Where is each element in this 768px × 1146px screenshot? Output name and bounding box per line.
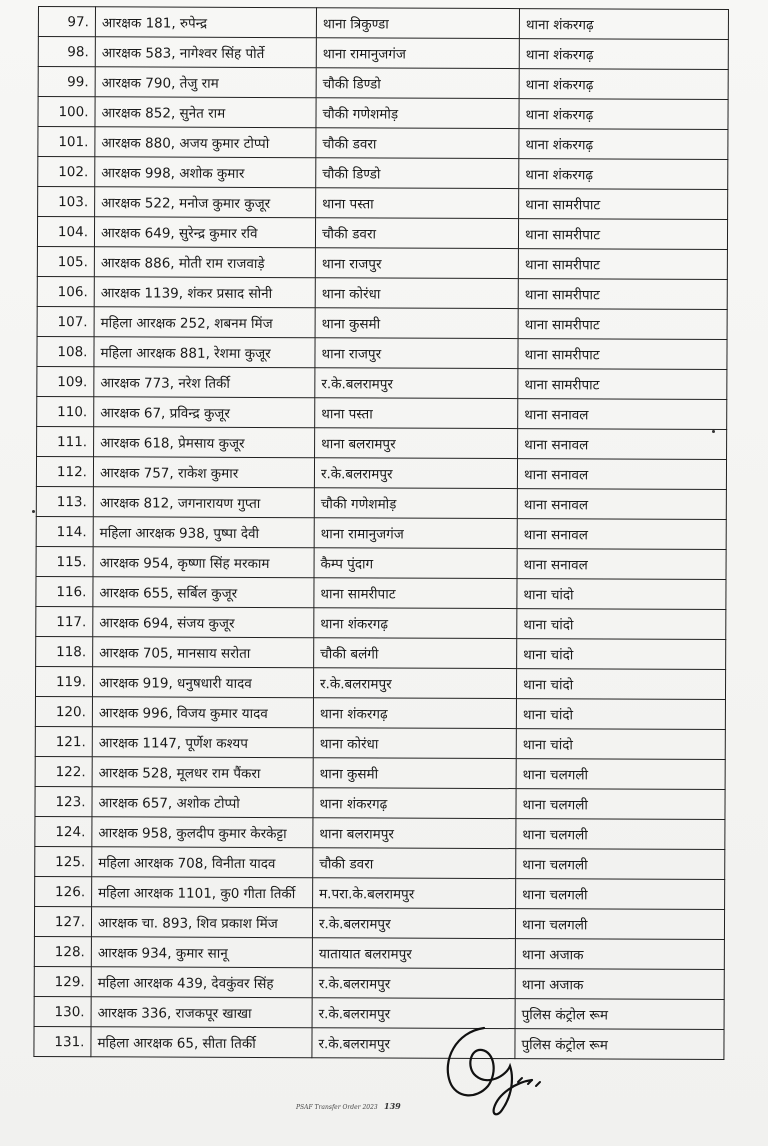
employee-name-cell: महिला आरक्षक 881, रेशमा कुजूर	[94, 337, 315, 368]
current-posting-cell: थाना बलरामपुर	[315, 428, 518, 459]
employee-name-cell: आरक्षक 996, विजय कुमार यादव	[92, 697, 313, 728]
serial-number-cell: 110.	[37, 396, 94, 426]
employee-name-cell: आरक्षक 657, अशोक टोप्पो	[92, 787, 313, 818]
serial-number-cell: 109.	[37, 366, 94, 396]
new-posting-cell: थाना चलगली	[516, 789, 725, 820]
new-posting-cell: पुलिस कंट्रोल रूम	[515, 1029, 724, 1060]
new-posting-cell: थाना शंकरगढ़	[519, 9, 728, 40]
employee-name-cell: आरक्षक 812, जगनारायण गुप्ता	[93, 487, 314, 518]
employee-name-cell: आरक्षक 934, कुमार सानू	[91, 937, 312, 968]
current-posting-cell: थाना कोरंधा	[315, 278, 518, 309]
employee-name-cell: आरक्षक 954, कृष्णा सिंह मरकाम	[93, 547, 314, 578]
serial-number-cell: 122.	[35, 756, 92, 786]
signature-mark	[436, 1020, 556, 1120]
employee-name-cell: आरक्षक 998, अशोक कुमार	[95, 157, 316, 188]
current-posting-cell: चौकी डिण्डो	[316, 158, 519, 189]
table-row	[35, 876, 725, 909]
serial-number-cell: 113.	[36, 486, 93, 516]
page-number: 139	[384, 1101, 401, 1111]
current-posting-cell: थाना शंकरगढ़	[313, 698, 516, 729]
current-posting-cell: चौकी डवरा	[316, 128, 519, 159]
table-row	[34, 906, 724, 939]
new-posting-cell: थाना सामरीपाट	[518, 219, 727, 250]
serial-number-cell: 98.	[38, 37, 95, 67]
employee-name-cell: आरक्षक 958, कुलदीप कुमार केरकेट्टा	[92, 817, 313, 848]
table-row	[34, 996, 724, 1029]
table-row	[36, 486, 726, 519]
employee-name-cell: आरक्षक 886, मोती राम राजवाड़े	[94, 247, 315, 278]
serial-number-cell: 102.	[38, 157, 95, 187]
serial-number-cell: 119.	[35, 666, 92, 696]
new-posting-cell: थाना सामरीपाट	[518, 309, 727, 340]
current-posting-cell: थाना शंकरगढ़	[314, 608, 517, 639]
table-row	[37, 396, 727, 429]
table-row	[37, 366, 727, 399]
current-posting-cell: चौकी गणेशमोड़	[316, 98, 519, 129]
new-posting-cell: थाना सनावल	[517, 549, 726, 580]
table-row	[35, 666, 725, 699]
current-posting-cell: म.परा.के.बलरामपुर	[313, 878, 516, 909]
new-posting-cell: थाना चलगली	[515, 909, 724, 940]
table-row	[35, 786, 725, 819]
employee-name-cell: आरक्षक 852, सुनेत राम	[95, 97, 316, 128]
current-posting-cell: थाना पस्ता	[316, 188, 519, 219]
serial-number-cell: 117.	[36, 606, 93, 636]
current-posting-cell: थाना त्रिकुण्डा	[316, 8, 519, 39]
new-posting-cell: थाना सामरीपाट	[518, 369, 727, 400]
table-row	[38, 157, 728, 190]
current-posting-cell: थाना राजपुर	[315, 248, 518, 279]
serial-number-cell: 123.	[35, 786, 92, 816]
table-row	[36, 546, 726, 579]
employee-name-cell: आरक्षक 181, रुपेन्द्र	[95, 7, 316, 38]
new-posting-cell: थाना शंकरगढ़	[519, 159, 728, 190]
new-posting-cell: थाना चलगली	[516, 849, 725, 880]
transfer-table-body	[34, 7, 729, 1060]
serial-number-cell: 120.	[35, 696, 92, 726]
table-row	[37, 336, 727, 369]
serial-number-cell: 107.	[37, 306, 94, 336]
table-row	[35, 756, 725, 789]
serial-number-cell: 116.	[36, 576, 93, 606]
current-posting-cell: र.के.बलरामपुर	[313, 668, 516, 699]
employee-name-cell: आरक्षक 1139, शंकर प्रसाद सोनी	[94, 277, 315, 308]
employee-name-cell: आरक्षक चा. 893, शिव प्रकाश मिंज	[91, 907, 312, 938]
new-posting-cell: थाना चलगली	[516, 819, 725, 850]
serial-number-cell: 125.	[35, 846, 92, 876]
employee-name-cell: आरक्षक 694, संजय कुजूर	[93, 607, 314, 638]
footer-label: PSAF Transfer Order 2023	[296, 1104, 378, 1111]
table-row	[36, 516, 726, 549]
new-posting-cell: थाना सामरीपाट	[518, 249, 727, 280]
new-posting-cell: थाना शंकरगढ़	[519, 99, 728, 130]
new-posting-cell: थाना सनावल	[517, 459, 726, 490]
table-row	[38, 187, 728, 220]
table-row	[38, 67, 728, 100]
employee-name-cell: आरक्षक 649, सुरेन्द्र कुमार रवि	[94, 217, 315, 248]
serial-number-cell: 104.	[37, 217, 94, 247]
new-posting-cell: थाना सनावल	[518, 429, 727, 460]
employee-name-cell: आरक्षक 880, अजय कुमार टोप्पो	[95, 127, 316, 158]
serial-number-cell: 105.	[37, 246, 94, 276]
new-posting-cell: थाना सनावल	[518, 399, 727, 430]
employee-name-cell: महिला आरक्षक 708, विनीता यादव	[92, 847, 313, 878]
serial-number-cell: 124.	[35, 816, 92, 846]
table-row	[36, 456, 726, 489]
new-posting-cell: थाना चांदो	[516, 669, 725, 700]
table-row	[34, 1026, 724, 1059]
table-row	[35, 696, 725, 729]
employee-name-cell: आरक्षक 705, मानसाय सरोता	[93, 637, 314, 668]
new-posting-cell: थाना चांदो	[517, 609, 726, 640]
serial-number-cell: 112.	[36, 456, 93, 486]
serial-number-cell: 118.	[36, 636, 93, 666]
current-posting-cell: थाना पस्ता	[315, 398, 518, 429]
table-row	[35, 816, 725, 849]
new-posting-cell: थाना शंकरगढ़	[519, 129, 728, 160]
new-posting-cell: पुलिस कंट्रोल रूम	[515, 999, 724, 1030]
current-posting-cell: थाना राजपुर	[315, 338, 518, 369]
employee-name-cell: महिला आरक्षक 1101, कु0 गीता तिर्की	[92, 877, 313, 908]
serial-number-cell: 108.	[37, 336, 94, 366]
current-posting-cell: थाना शंकरगढ़	[313, 788, 516, 819]
serial-number-cell: 129.	[34, 966, 91, 996]
current-posting-cell: र.के.बलरामपुर	[314, 458, 517, 489]
employee-name-cell: आरक्षक 655, सर्बिल कुजूर	[93, 577, 314, 608]
serial-number-cell: 128.	[34, 936, 91, 966]
serial-number-cell: 103.	[38, 187, 95, 217]
employee-name-cell: आरक्षक 528, मूलधर राम पैंकरा	[92, 757, 313, 788]
serial-number-cell: 114.	[36, 516, 93, 546]
employee-name-cell: महिला आरक्षक 938, पुष्पा देवी	[93, 517, 314, 548]
serial-number-cell: 111.	[37, 426, 94, 456]
current-posting-cell: र.के.बलरामपुर	[312, 968, 515, 999]
table-row	[37, 276, 727, 309]
current-posting-cell: र.के.बलरामपुर	[315, 368, 518, 399]
table-row	[37, 217, 727, 250]
employee-name-cell: महिला आरक्षक 252, शबनम मिंज	[94, 307, 315, 338]
new-posting-cell: थाना अजाक	[515, 939, 724, 970]
current-posting-cell: र.के.बलरामपुर	[312, 998, 515, 1029]
current-posting-cell: थाना कुसमी	[313, 758, 516, 789]
new-posting-cell: थाना सनावल	[517, 519, 726, 550]
current-posting-cell: चौकी डवरा	[315, 218, 518, 249]
employee-name-cell: आरक्षक 919, धनुषधारी यादव	[92, 667, 313, 698]
table-row	[36, 576, 726, 609]
current-posting-cell: चौकी गणेशमोड़	[314, 488, 517, 519]
current-posting-cell: यातायात बलरामपुर	[312, 938, 515, 969]
table-row	[35, 846, 725, 879]
serial-number-cell: 97.	[38, 7, 95, 37]
new-posting-cell: थाना चलगली	[516, 759, 725, 790]
table-row	[38, 127, 728, 160]
serial-number-cell: 126.	[35, 876, 92, 906]
new-posting-cell: थाना चांदो	[517, 639, 726, 670]
transfer-table	[33, 6, 729, 1060]
employee-name-cell: आरक्षक 618, प्रेमसाय कुजूर	[94, 427, 315, 458]
table-row	[37, 306, 727, 339]
serial-number-cell: 99.	[38, 67, 95, 97]
current-posting-cell: थाना रामानुजगंज	[314, 518, 517, 549]
employee-name-cell: महिला आरक्षक 439, देवकुंवर सिंह	[91, 967, 312, 998]
new-posting-cell: थाना शंकरगढ़	[519, 39, 728, 70]
table-row	[38, 97, 728, 130]
serial-number-cell: 131.	[34, 1026, 91, 1056]
employee-name-cell: आरक्षक 522, मनोज कुमार कुजूर	[95, 187, 316, 218]
serial-number-cell: 121.	[35, 726, 92, 756]
current-posting-cell: चौकी डवरा	[313, 848, 516, 879]
serial-number-cell: 100.	[38, 97, 95, 127]
serial-number-cell: 106.	[37, 276, 94, 306]
new-posting-cell: थाना शंकरगढ़	[519, 69, 728, 100]
table-row	[37, 426, 727, 459]
employee-name-cell: आरक्षक 67, प्रविन्द्र कुजूर	[94, 397, 315, 428]
table-row	[36, 636, 726, 669]
table-row	[38, 7, 728, 40]
serial-number-cell: 115.	[36, 546, 93, 576]
current-posting-cell: चौकी बलंगी	[314, 638, 517, 669]
new-posting-cell: थाना सामरीपाट	[518, 279, 727, 310]
table-row	[37, 246, 727, 279]
employee-name-cell: आरक्षक 336, राजकपूर खाखा	[91, 997, 312, 1028]
current-posting-cell: कैम्प पुंदाग	[314, 548, 517, 579]
current-posting-cell: थाना बलरामपुर	[313, 818, 516, 849]
table-row	[35, 726, 725, 759]
employee-name-cell: आरक्षक 773, नरेश तिर्की	[94, 367, 315, 398]
employee-name-cell: महिला आरक्षक 65, सीता तिर्की	[91, 1027, 312, 1058]
employee-name-cell: आरक्षक 1147, पूर्णेश कश्यप	[92, 727, 313, 758]
new-posting-cell: थाना अजाक	[515, 969, 724, 1000]
current-posting-cell: र.के.बलरामपुर	[312, 908, 515, 939]
current-posting-cell: र.के.बलरामपुर	[312, 1028, 515, 1059]
employee-name-cell: आरक्षक 757, राकेश कुमार	[93, 457, 314, 488]
employee-name-cell: आरक्षक 583, नागेश्वर सिंह पोर्ते	[95, 37, 316, 68]
serial-number-cell: 130.	[34, 996, 91, 1026]
new-posting-cell: थाना चांदो	[517, 579, 726, 610]
new-posting-cell: थाना सनावल	[517, 489, 726, 520]
scan-speck	[712, 430, 715, 433]
new-posting-cell: थाना चांदो	[516, 699, 725, 730]
new-posting-cell: थाना चलगली	[516, 879, 725, 910]
table-row	[34, 966, 724, 999]
new-posting-cell: थाना सामरीपाट	[519, 189, 728, 220]
current-posting-cell: चौकी डिण्डो	[316, 68, 519, 99]
current-posting-cell: थाना रामानुजगंज	[316, 38, 519, 69]
serial-number-cell: 127.	[34, 906, 91, 936]
current-posting-cell: थाना कुसमी	[315, 308, 518, 339]
current-posting-cell: थाना कोरंधा	[313, 728, 516, 759]
current-posting-cell: थाना सामरीपाट	[314, 578, 517, 609]
employee-name-cell: आरक्षक 790, तेजु राम	[95, 67, 316, 98]
scan-speck	[32, 510, 35, 513]
new-posting-cell: थाना सामरीपाट	[518, 339, 727, 370]
table-row	[38, 37, 728, 70]
serial-number-cell: 101.	[38, 127, 95, 157]
table-row	[36, 606, 726, 639]
table-row	[34, 936, 724, 969]
new-posting-cell: थाना चांदो	[516, 729, 725, 760]
